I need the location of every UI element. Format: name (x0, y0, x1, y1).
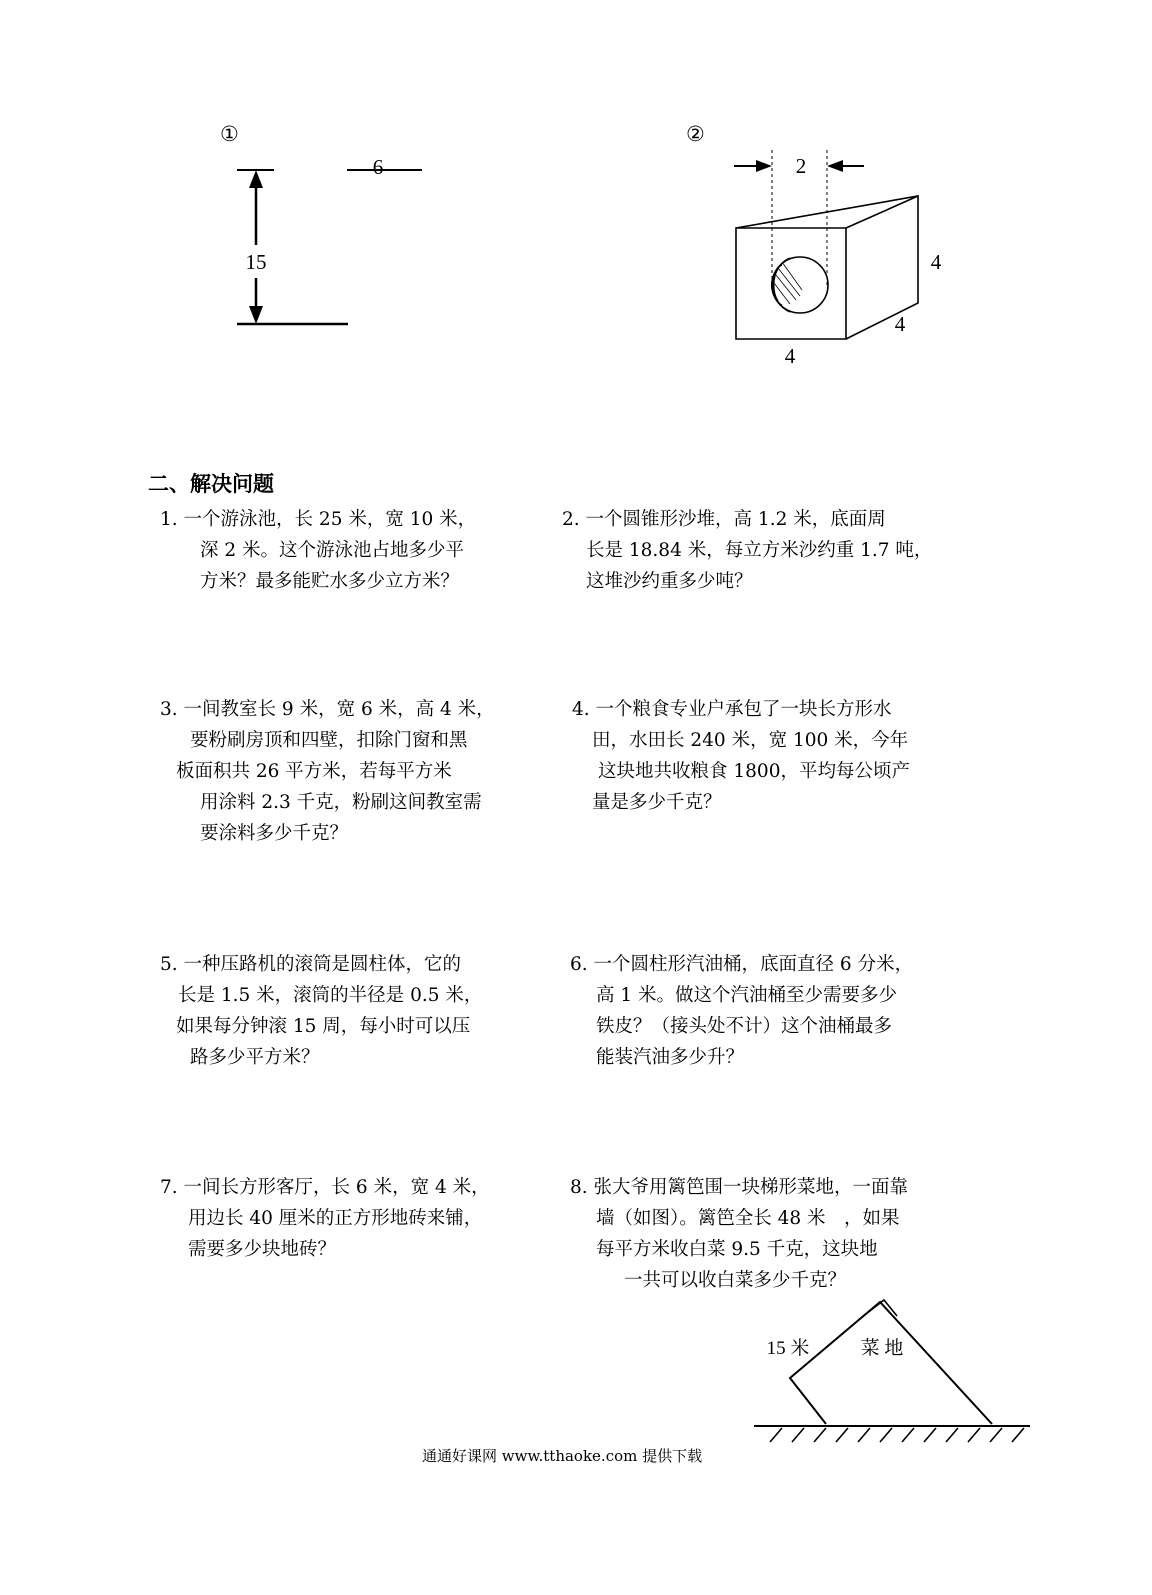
problem-text: 田，水田长 240 米，宽 100 米，今年 (592, 730, 909, 751)
figure-3-side-label: 15 米 (766, 1338, 810, 1359)
figure-1-height-value: 15 (245, 250, 267, 274)
problem-text: 一个粮食专业户承包了一块长方形水 (595, 699, 892, 720)
problem-text: 张大爷用篱笆围一块梯形菜地，一面靠 (593, 1177, 909, 1198)
footer-credit: 通通好课网 www.tthaoke.com 提供下载 (422, 1447, 703, 1465)
problem-number: 7. (160, 1177, 178, 1198)
figure-2-width-value: 4 (784, 344, 796, 368)
problem-text: 量是多少千克？ (592, 792, 722, 813)
problem-text: 能装汽油多少升？ (596, 1047, 745, 1068)
figure-2-height-value: 4 (930, 250, 942, 274)
problem-text: 方米？最多能贮水多少立方米？ (200, 571, 460, 592)
problem-text: 墙（如图）。篱笆全长 48 米 ，如果 (596, 1208, 900, 1229)
problem-text: 铁皮？（接头处不计）这个油桶最多 (596, 1016, 893, 1037)
problem-text: 这堆沙约重多少吨？ (586, 571, 753, 592)
figure-2-depth-value: 4 (894, 312, 906, 336)
problem-text: 一个圆柱形汽油桶，底面直径 6 分米， (593, 954, 914, 975)
problem-text: 需要多少块地砖？ (188, 1239, 337, 1260)
problem-number: 1. (160, 509, 178, 530)
problem-text: 一个圆锥形沙堆，高 1.2 米，底面周 (585, 509, 886, 530)
figure-2-label: ② (686, 122, 705, 146)
problem-text: 这块地共收粮食 1800，平均每公顷产 (598, 761, 910, 782)
problem-text: 深 2 米。这个游泳池占地多少平 (200, 540, 465, 561)
problem-text: 每平方米收白菜 9.5 千克，这块地 (596, 1239, 878, 1260)
problem-text: 一个游泳池，长 25 米，宽 10 米， (183, 509, 477, 530)
problem-text: 长是 18.84 米，每立方米沙约重 1.7 吨， (586, 540, 933, 561)
problem-number: 6. (570, 954, 588, 975)
problem-number: 2. (562, 509, 580, 530)
figure-2-hole-value: 2 (795, 154, 807, 178)
problem-text: 一间长方形客厅，长 6 米，宽 4 米， (183, 1177, 490, 1198)
problem-text: 一种压路机的滚筒是圆柱体，它的 (183, 954, 462, 975)
problem-text: 一共可以收白菜多少千克？ (624, 1270, 847, 1291)
figure-3-region-label: 菜 地 (860, 1338, 904, 1359)
problem-number: 4. (572, 699, 590, 720)
problem-text: 一间教室长 9 米，宽 6 米，高 4 米， (183, 699, 495, 720)
problem-text: 长是 1.5 米，滚筒的半径是 0.5 米， (178, 985, 483, 1006)
problem-number: 3. (160, 699, 178, 720)
problem-text: 要粉刷房顶和四壁，扣除门窗和黑 (190, 730, 468, 751)
problem-text: 高 1 米。做这个汽油桶至少需要多少 (596, 985, 898, 1006)
problem-text: 用边长 40 厘米的正方形地砖来铺， (188, 1208, 483, 1229)
section-title: 二、解决问题 (148, 472, 274, 496)
figure-1-top-value: 6 (372, 155, 384, 179)
problem-number: 8. (570, 1177, 588, 1198)
problem-number: 5. (160, 954, 178, 975)
problem-text: 如果每分钟滚 15 周，每小时可以压 (176, 1016, 471, 1037)
problem-text: 板面积共 26 平方米，若每平方米 (176, 761, 452, 782)
problem-text: 要涂料多少千克？ (200, 823, 349, 844)
problem-text: 路多少平方米？ (190, 1047, 320, 1068)
problem-text: 用涂料 2.3 千克，粉刷这间教室需 (200, 792, 482, 813)
figure-1-label: ① (220, 122, 239, 146)
